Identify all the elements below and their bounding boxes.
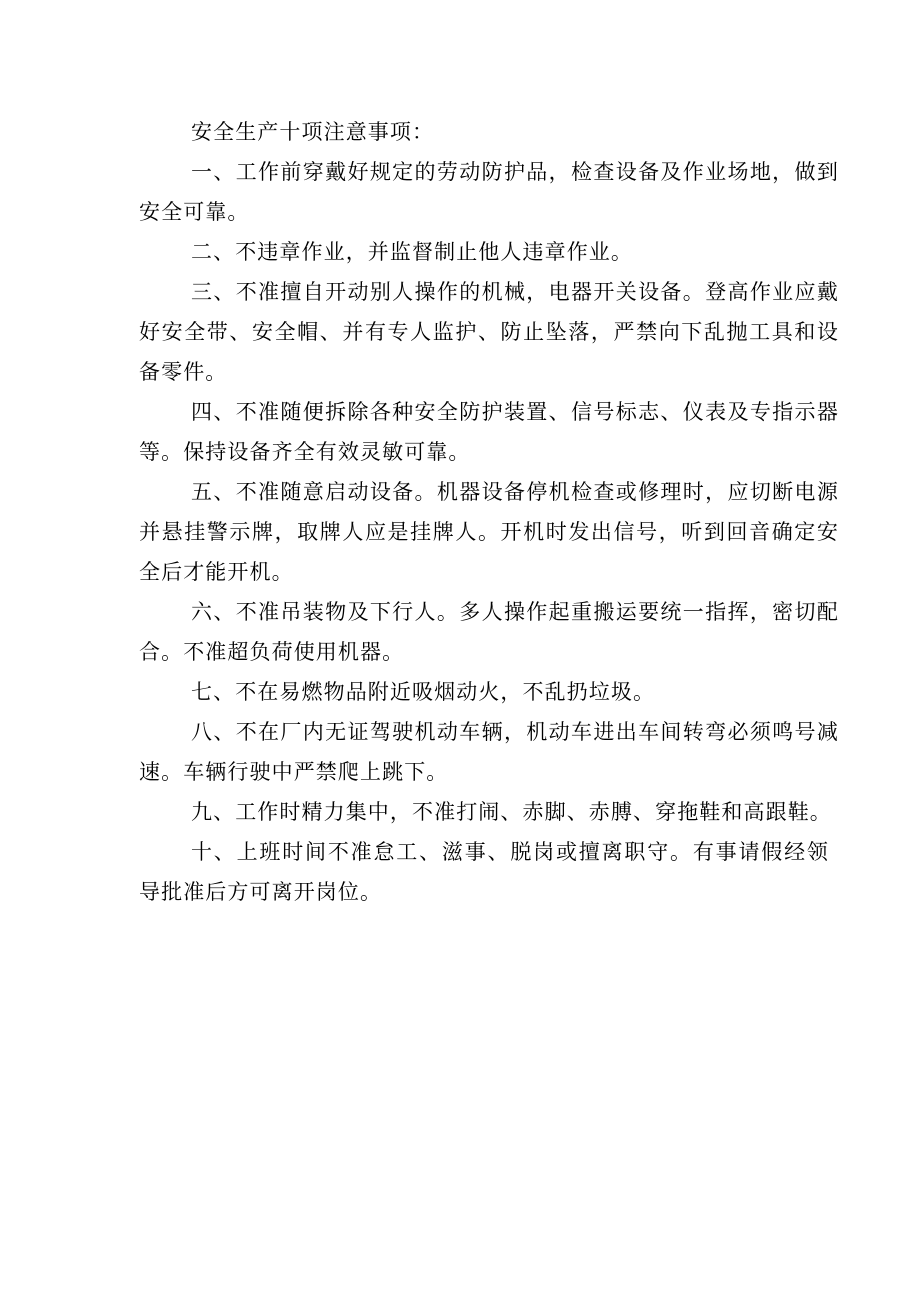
rule-item-6: 六、不准吊装物及下行人。多人操作起重搬运要统一指挥，密切配合。不准超负荷使用机器。 — [139, 600, 839, 664]
rule-item-9: 九、工作时精力集中，不准打闹、赤脚、赤膊、穿拖鞋和高跟鞋。 — [191, 800, 832, 824]
rule-item-2: 二、不违章作业，并监督制止他人违章作业。 — [191, 240, 633, 264]
document-body — [139, 112, 839, 912]
rule-item-1: 一、工作前穿戴好规定的劳动防护品，检查设备及作业场地，做到安全可靠。 — [139, 160, 839, 224]
rule-item-10: 十、上班时间不准怠工、滋事、脱岗或擅离职守。有事请假经领导批准后方可离开岗位。 — [139, 840, 829, 904]
rule-item-7: 七、不在易燃物品附近吸烟动火，不乱扔垃圾。 — [191, 680, 656, 704]
document-heading: 安全生产十项注意事项： — [191, 120, 435, 144]
rule-item-4: 四、不准随便拆除各种安全防护装置、信号标志、仪表及专指示器等。保持设备齐全有效灵敏可靠。 — [139, 400, 839, 464]
rule-item-5: 五、不准随意启动设备。机器设备停机检查或修理时，应切断电源并悬挂警示牌，取牌人应是挂牌人。开机时发出信号，听到回音确定安全后才能开机。 — [139, 480, 839, 584]
rule-item-3: 三、不准擅自开动别人操作的机械，电器开关设备。登高作业应戴好安全带、安全帽、并有专人监护、防止坠落，严禁向下乱抛工具和设备零件。 — [139, 280, 839, 384]
rule-item-8: 八、不在厂内无证驾驶机动车辆，机动车进出车间转弯必须鸣号减速。车辆行驶中严禁爬上跳下。 — [139, 720, 839, 784]
